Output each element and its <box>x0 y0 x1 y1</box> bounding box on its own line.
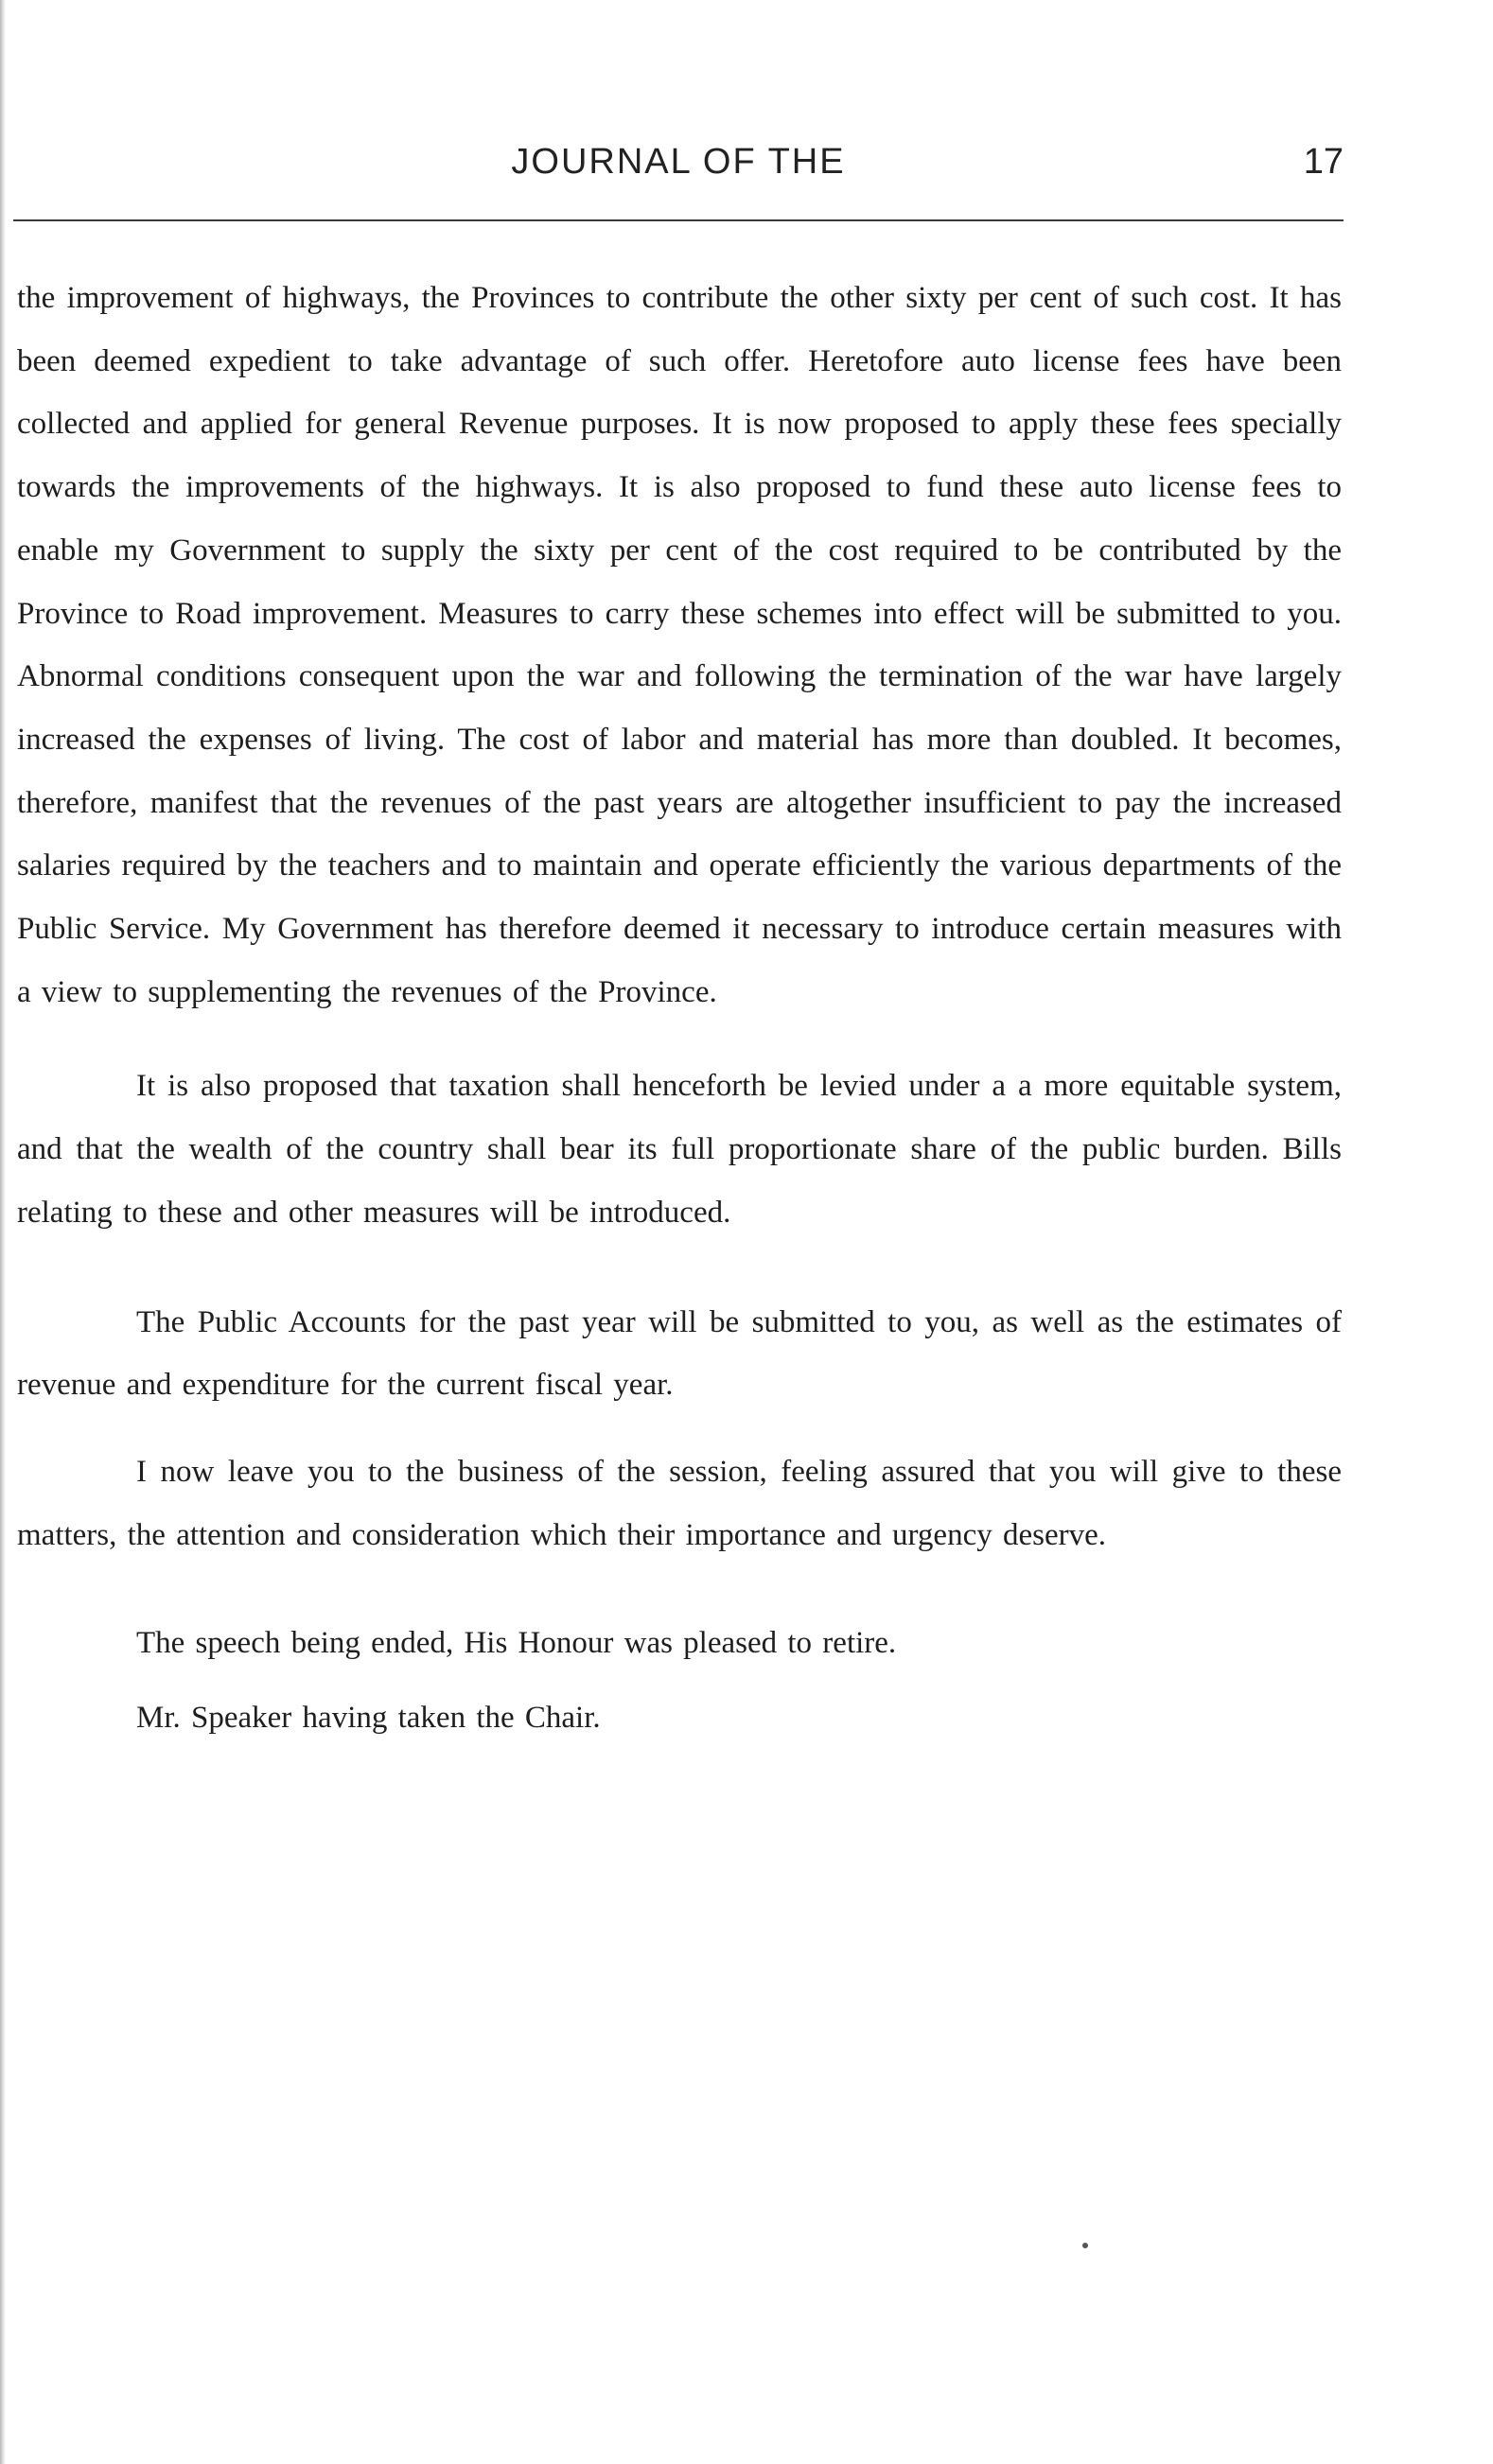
body-text <box>17 267 1342 1750</box>
paragraph-closing: I now leave you to the business of the session, feeling assured that you will give to these matters, the attention and consideration which their importance and urgency deserve. <box>17 1454 1342 1552</box>
header-rule <box>13 219 1344 221</box>
page-number: 17 <box>1303 142 1344 182</box>
page-header <box>13 142 1344 199</box>
running-title: JOURNAL OF THE <box>511 142 846 182</box>
paragraph-continued: the improvement of highways, the Provinces to contribute the other sixty per cent of such cost. It has been deemed expedient to take advantage of such offer. Heretofore auto license fees have been collected and applied for general Revenue purposes. It is now proposed to apply these fees specially towards the improvements of the highways. It is also proposed to fund these auto license fees to enable my Government to supply the sixty per cent of the cost required to be contributed by the Province to Road improvement. Measures to carry these schemes into effect will be submitted to you. Abnormal conditions consequent upon the war and following the termination of the war have largely increased the expenses of living. The cost of labor and material has more than doubled. It becomes, therefore, manifest that the revenues of the past years are altogether insufficient to pay the increased salaries required by the teachers and to maintain and operate efficiently the various departments of the Public Service. My Government has therefore deemed it necessary to introduce certain measures with a view to supplementing the revenues of the Province. <box>17 281 1342 1009</box>
paragraph-speech-ended: The speech being ended, His Honour was pleased to retire. <box>136 1626 897 1661</box>
ink-speck <box>1082 2243 1088 2248</box>
paragraph-public-accounts: The Public Accounts for the past year will be submitted to you, as well as the estimates of revenue and expenditure for the current fiscal year. <box>17 1304 1342 1403</box>
scan-edge-shadow <box>0 0 6 2464</box>
paragraph-taxation: It is also proposed that taxation shall henceforth be levied under a a more equitable system, and that the wealth of the country shall bear its full proportionate share of the public burden. Bills relating to these and other measures will be introduced. <box>17 1069 1342 1230</box>
paragraph-speaker-chair: Mr. Speaker having taken the Chair. <box>136 1701 601 1736</box>
